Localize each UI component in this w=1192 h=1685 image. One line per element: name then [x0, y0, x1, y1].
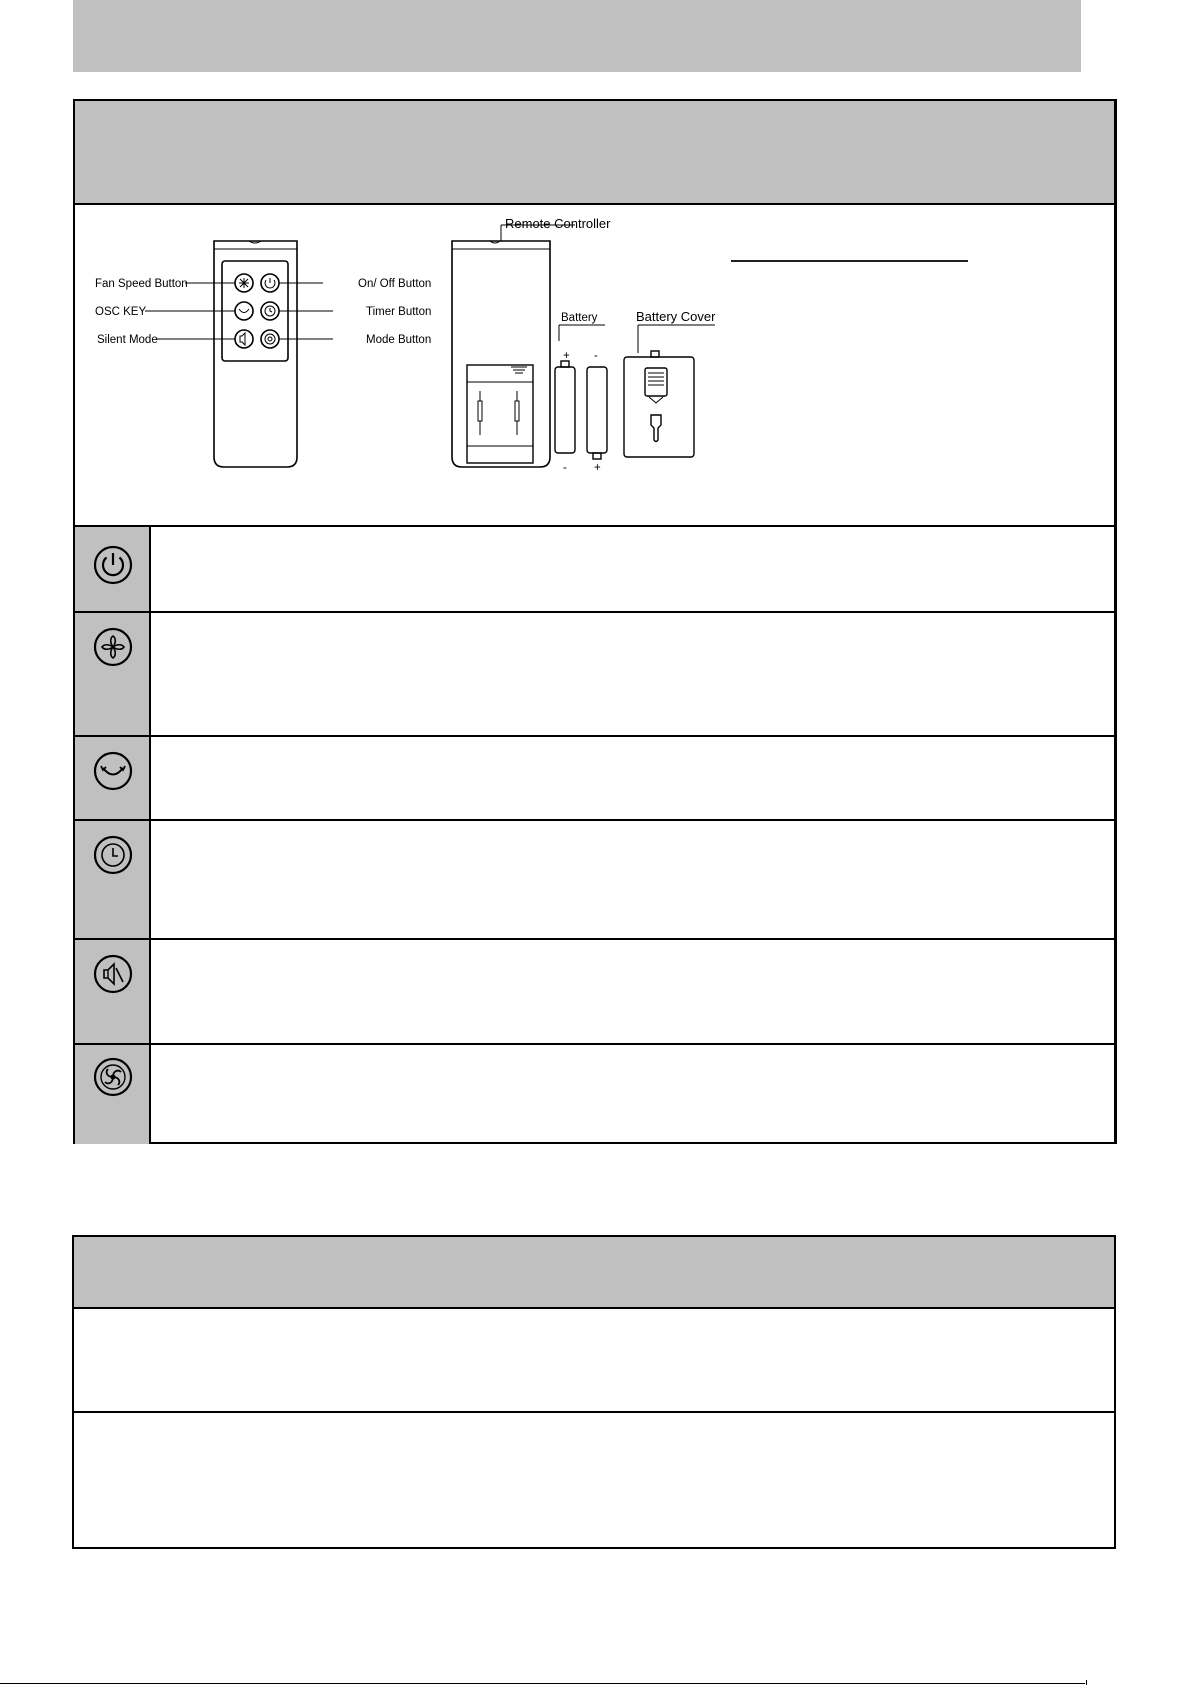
icon-cell [75, 821, 151, 938]
label-mode: Mode Button [366, 334, 432, 346]
silent-mode-icon [93, 954, 133, 994]
footer-rule [0, 1683, 1085, 1684]
battery-minus-top: - [594, 350, 598, 362]
icon-cell [75, 613, 151, 735]
second-panel-row [74, 1309, 1114, 1413]
footer-mark [1086, 1680, 1087, 1685]
remote-control-panel [73, 99, 1117, 1144]
label-battery: Battery [561, 312, 598, 324]
remote-diagram-svg [75, 205, 1115, 527]
function-row-mode [75, 1045, 1114, 1144]
battery-drawing [555, 325, 607, 459]
icon-cell [75, 527, 151, 611]
second-panel-header [74, 1237, 1114, 1309]
function-row-oscillation [75, 737, 1114, 821]
fan-speed-icon [93, 627, 133, 667]
label-silent-mode: Silent Mode [97, 334, 158, 346]
remote-diagram [75, 205, 1114, 527]
panel-header [75, 101, 1114, 205]
power-icon [93, 545, 133, 585]
battery-plus-top: + [563, 350, 570, 362]
function-row-power [75, 527, 1114, 613]
battery-minus-bottom: - [563, 462, 567, 474]
remote-back-drawing [452, 225, 575, 467]
battery-plus-bottom: + [594, 462, 601, 474]
oscillation-icon [93, 751, 133, 791]
mode-icon [93, 1057, 133, 1097]
remote-front-drawing [145, 241, 333, 467]
label-remote-controller: Remote Controller [505, 216, 611, 231]
function-row-timer [75, 821, 1114, 940]
function-row-fan-speed [75, 613, 1114, 737]
label-on-off: On/ Off Button [358, 278, 432, 290]
icon-cell [75, 1045, 151, 1144]
label-fan-speed: Fan Speed Button [95, 278, 188, 290]
icon-cell [75, 940, 151, 1043]
label-timer: Timer Button [366, 306, 432, 318]
icon-cell [75, 737, 151, 819]
label-osc-key: OSC KEY [95, 306, 147, 318]
second-panel [72, 1235, 1116, 1549]
label-battery-cover: Battery Cover [636, 309, 716, 324]
function-row-silent-mode [75, 940, 1114, 1045]
battery-cover-drawing [624, 325, 715, 457]
timer-icon [93, 835, 133, 875]
top-banner [73, 0, 1081, 72]
